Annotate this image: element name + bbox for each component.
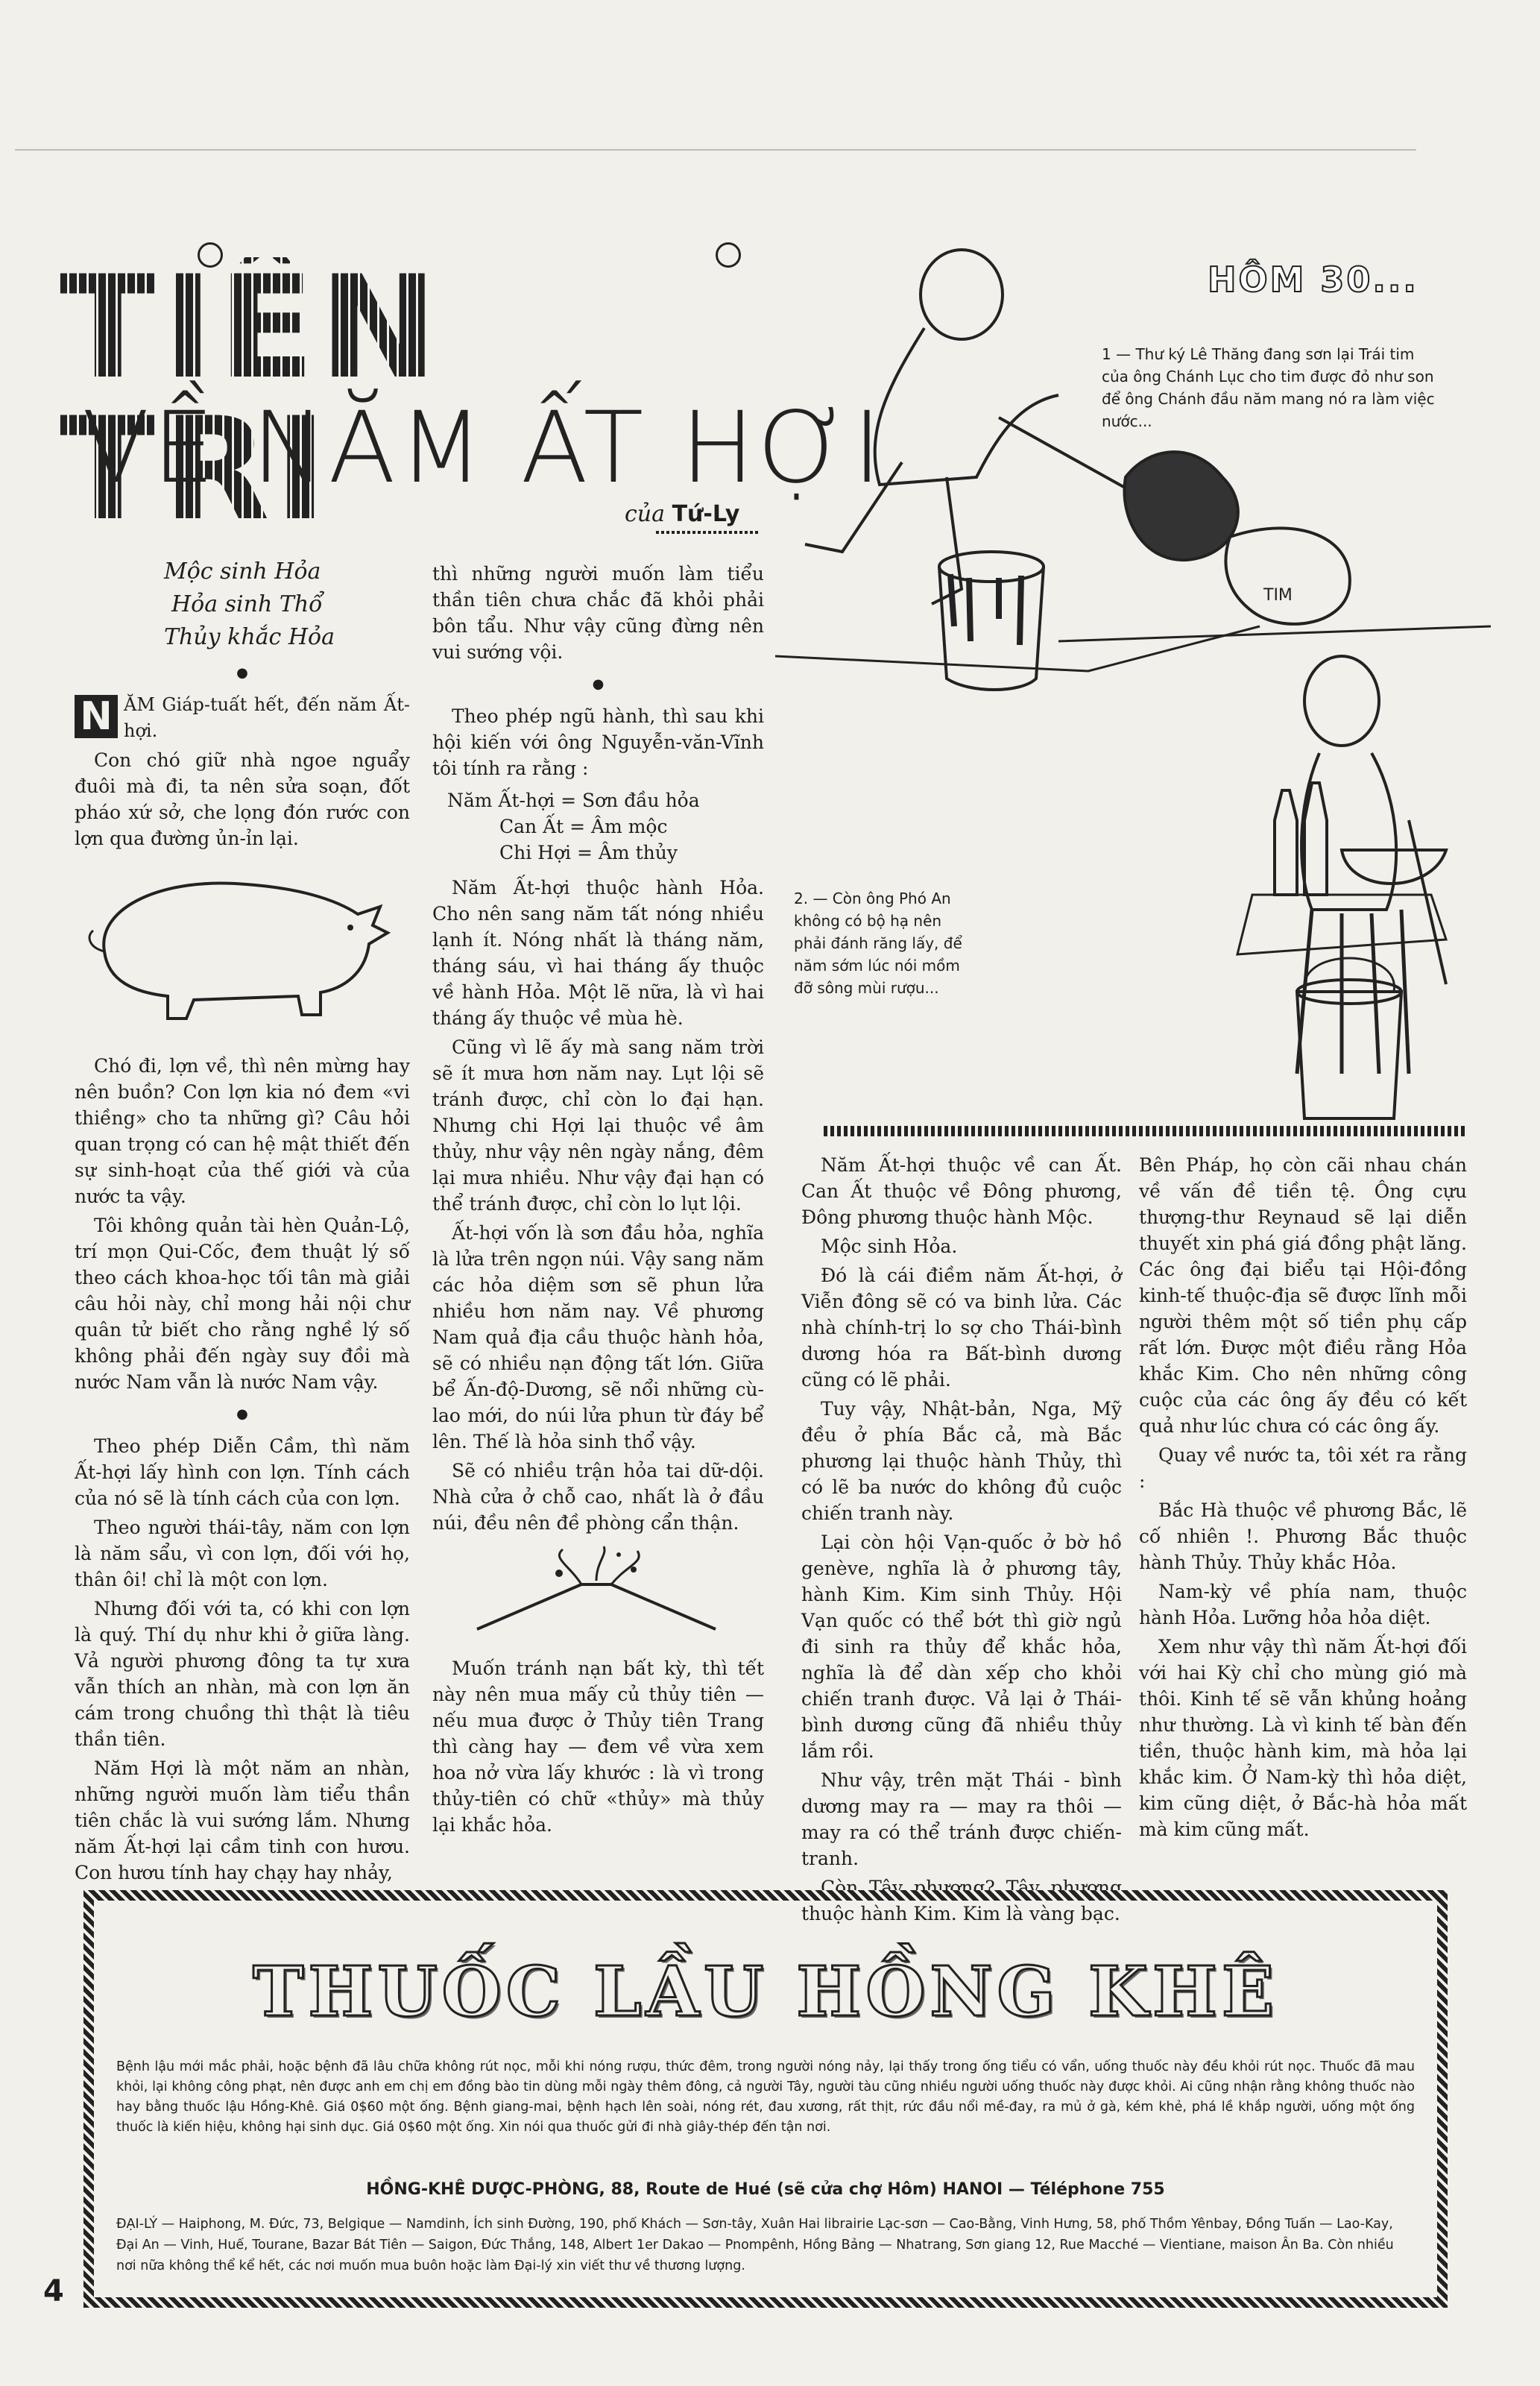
intro-paragraph	[75, 692, 410, 744]
pig-illustration-icon	[75, 862, 410, 1033]
byline	[625, 501, 739, 527]
ad-company: HỒNG-KHÊ DƯỢC-PHÒNG, 88, Route de Hué (sẽ cửa chợ Hôm) HANOI — Téléphone 755	[366, 2180, 1165, 2199]
col4-p1: Bên Pháp, họ còn cãi nhau chán về vấn đề tiền tệ. Ông cựu thượng-thư Reynaud sẽ lại diễn thuyết xin phá giá đồng phật lăng. Các ông đại biểu tại Hội-đồng kinh-tế thuộc-địa sẽ được lĩnh mỗi người thêm một số tiền phụ cấp rất lớn. Được một điều rằng Hỏa khắc Kim. Cho nên những công cuộc của các ông ấy đều có kết quả như lúc chưa có các ông ấy.	[1139, 1154, 1467, 1437]
heart-label: TIM	[1263, 586, 1293, 605]
col3-p3: Đó là cái điềm năm Ất-hợi, ở Viễn đông sẽ có va binh lửa. Các nhà chính-trị lo sợ cho Thái-bình dương hóa ra Bất-bình dương cũng có lẽ phải.	[801, 1265, 1122, 1391]
headline-sub: VỀ NĂM ẤT HỢI	[82, 391, 885, 506]
intro-text: ĂM Giáp-tuất hết, đến năm Ất-hợi.	[124, 694, 410, 741]
ad-body: Bệnh lậu mới mắc phải, hoặc bệnh đã lâu chữa không rút nọc, mỗi khi nóng rượu, thức đêm, trong người nóng nảy, lại thấy trong ống tiểu có vẩn, uống thuốc này đều khỏi rút nọc. Thuốc đã mau khỏi, lại không công phạt, nên được anh em chị em đồng bào tin dùng mỗi ngày thêm đông, cả người Tây, người tàu cũng nhiều người uống thuốc này được khỏi. Ai cũng nhận rằng không thuốc nào hay bằng thuốc lậu Hồng-Khê. Giá 0$60 một ống. Bệnh giang-mai, bệnh hạch lên soài, nóng rét, đau xương, rất thịt, rức đầu nổi mề-đay, ra mủ ở gà, kém khẻ, phá lề khắp người, uống một ống thuốc là kiến hiệu, không hại sinh dục. Giá 0$60 một ống. Xin nói qua thuốc gửi đi nhà giây-thép đến tận nơi.	[116, 2059, 1415, 2135]
col2-p7: Muốn tránh nạn bất kỳ, thì tết này nên mua mấy củ thủy tiên — nếu mua được ở Thủy tiên Trang thì càng hay — đem về vừa xem hoa nở vừa lấy khước : là vì trong thủy-tiên có chữ «thủy» mà thủy lại khắc hỏa.	[432, 1658, 764, 1836]
col4-p2: Quay về nước ta, tôi xét ra rằng :	[1139, 1444, 1467, 1492]
ad-agents: ĐẠI-LÝ — Haiphong, M. Đức, 73, Belgique — Namdinh, Ích sinh Đường, 190, phố Khách — Sơn-tây, Xuân Hai librairie Lạc-sơn — Cao-Bằng, Vinh Hưng, 58, phố Thồm Yênbay, Đồng Tuấn — Lao-Kay, Đại An — Vinh, Huế, Tourane, Bazar Bát Tiên — Saigon, Đức Thắng, 148, Albert 1er Dakao — Pnompênh, Hồng Bảng — Nhatrang, Sơn giang 12, Rue Macché — Vientiane, maison Ân Ba. Còn nhiều nơi nữa không thể kể hết, các nơi muốn mua buôn hoặc làm Đại-lý xin viết thư về thương lượng.	[116, 2217, 1394, 2273]
col1-p3: Tôi không quản tài hèn Quản-Lộ, trí mọn Qui-Cốc, đem thuật lý số theo cách khoa-học tối tân mà giải câu hỏi này, chỉ mong hải nội chư quân tử biết cho rằng nghề lý số không phải đến ngày suy đồi mà nước Nam vẫn là nước Nam vậy.	[75, 1215, 410, 1393]
cartoon-caption-2: 2. — Còn ông Phó An không có bộ hạ nên phải đánh răng lấy, để năm sớm lúc nói mồm đỡ sông mùi rượu...	[794, 890, 962, 997]
col4-p4: Nam-kỳ về phía nam, thuộc hành Hỏa. Lưỡng hỏa hỏa diệt.	[1139, 1581, 1467, 1628]
verse	[164, 555, 410, 654]
col1-p5: Theo người thái-tây, năm con lợn là năm sẩu, vì con lợn, đối với họ, thân ôi! chỉ là một con lợn.	[75, 1517, 410, 1590]
col3-p7: Còn Tây phương? Tây phương thuộc hành Kim. Kim là vàng bạc.	[801, 1877, 1122, 1924]
col3-p6: Như vậy, trên mặt Thái - bình dương may ra — may ra thôi — may ra có thể tránh được chiến-tranh.	[801, 1769, 1122, 1869]
section-separator	[824, 1126, 1465, 1136]
ornament-dot-3: ●	[592, 676, 605, 692]
col4-p5: Xem như vậy thì năm Ất-hợi đối với hai Kỳ chỉ cho mùng gió mà thôi. Kinh tế sẽ vẫn khủng hoảng như thường. Là vì kinh tế bàn đến tiền, thuộc hành kim, mà hỏa lại khắc kim. Ở Nam-kỳ thì hỏa diệt, kim cũng diệt, ở Bắc-hà hỏa mất mà kim cũng mất.	[1139, 1636, 1467, 1840]
col1-p7: Năm Hợi là một năm an nhàn, những người muốn làm tiểu thần tiên chắc là vui sướng lắm. Nhưng năm Ất-hợi lại cầm tinh con hươu. Con hươu tính hay chạy hay nhảy,	[75, 1757, 410, 1883]
byline-underline	[656, 531, 760, 534]
col1-p4: Theo phép Diễn Cầm, thì năm Ất-hợi lấy hình con lợn. Tính cách của nó sẽ là tính cách của con lợn.	[75, 1435, 410, 1509]
cartoon-heading: HÔM 30...	[1208, 259, 1418, 300]
col2-p1: thì những người muốn làm tiểu thần tiên chưa chắc đã khỏi phải bôn tẩu. Như vậy cũng đừng nên vui sướng vội.	[432, 563, 764, 663]
volcano-icon	[432, 1543, 764, 1640]
column-1	[75, 555, 410, 1889]
equation-1: Năm Ất-hợi = Sơn đầu hỏa	[447, 790, 700, 811]
column-2	[432, 561, 764, 1841]
column-3	[801, 1152, 1122, 1930]
byline-author: Tứ-Ly	[672, 501, 740, 527]
col3-p5: Lại còn hội Vạn-quốc ở bờ hồ genève, nghĩa là ở phương tây, hành Kim. Kim sinh Thủy. Hội Vạn quốc có thể bớt thì giờ ngủ đi sinh ra thủy để khắc hỏa, nghĩa là để dàn xếp cho khỏi chiến tranh được. Vả lại ở Thái-bình dương cũng đã nhiều thủy lắm rồi.	[801, 1532, 1122, 1762]
col3-p2: Mộc sinh Hỏa.	[821, 1236, 958, 1257]
cartoon-caption-1: 1 — Thư ký Lê Thăng đang sơn lại Trái tim của ông Chánh Lục cho tim được đỏ như son để ông Chánh đầu năm mang nó ra làm việc nước...	[1102, 345, 1435, 430]
col2-p3: Năm Ất-hợi thuộc hành Hỏa. Cho nên sang năm tất nóng nhiều lạnh ít. Nóng nhất là tháng năm, tháng sáu, vì hai tháng ấy thuộc về hành Hỏa. Một lẽ nữa, là vì hai tháng ấy thuộc về mùa hè.	[432, 877, 764, 1029]
col1-p1: Con chó giữ nhà ngoe nguẩy đuôi mà đi, ta nên sửa soạn, đốt pháo xứ sở, che lọng đón rước con lợn qua đường ủn-ỉn lại.	[75, 749, 410, 849]
verse-line-3: Thủy khắc Hỏa	[164, 624, 335, 650]
col2-p5: Ất-hợi vốn là sơn đầu hỏa, nghĩa là lửa trên ngọn núi. Vậy sang năm các hỏa diệm sơn sẽ phun lửa nhiều hơn năm nay. Về phương Nam quả địa cầu thuộc hành hỏa, sẽ có nhiều nạn động tất lớn. Giữa bể Ấn-độ-Dương, sẽ nổi những cù-lao mới, do núi lửa phun từ đáy bể lên. Thế là hỏa sinh thổ vậy.	[432, 1222, 764, 1452]
ornament-dot-2: ●	[236, 1406, 248, 1422]
col3-p4: Tuy vậy, Nhật-bản, Nga, Mỹ đều ở phía Bắc cả, mà Bắc phương lại thuộc hành Thủy, thì có lẽ ba nước do không đủ cuộc chiến tranh này.	[801, 1398, 1122, 1524]
equation-3: Chi Hợi = Âm thủy	[499, 842, 678, 863]
column-4	[1139, 1152, 1467, 1845]
page-number: 4	[43, 2274, 64, 2308]
advertisement	[83, 1890, 1448, 2308]
col3-p1: Năm Ất-hợi thuộc về can Ất. Can Ất thuộc về Đông phương, Đông phương thuộc hành Mộc.	[801, 1154, 1122, 1228]
col1-p2: Chó đi, lợn về, thì nên mừng hay nên buồn? Con lợn kia nó đem «vi thiềng» cho ta những gì? Câu hỏi quan trọng có can hệ mật thiết đến sự sinh-hoạt của thế giới và của nước ta vậy.	[75, 1055, 410, 1207]
col4-p3: Bắc Hà thuộc về phương Bắc, lẽ cố nhiên !. Phương Bắc thuộc hành Thủy. Thủy khắc Hỏa.	[1139, 1499, 1467, 1573]
verse-line-1: Mộc sinh Hỏa	[164, 558, 321, 585]
drop-cap: N	[75, 695, 118, 738]
equations	[447, 787, 764, 866]
headline-ring-2	[716, 242, 741, 268]
equation-2: Can Ất = Âm mộc	[499, 816, 668, 837]
byline-prefix: của	[625, 501, 666, 527]
headline-rings	[198, 242, 223, 268]
col2-p2: Theo phép ngũ hành, thì sau khi hội kiến với ông Nguyễn-văn-Vĩnh tôi tính ra rằng :	[432, 705, 764, 779]
verse-line-2: Hỏa sinh Thổ	[171, 591, 323, 617]
ad-title: THUỐC LẦU HỒNG KHÊ	[252, 1951, 1279, 2032]
col2-p6: Sẽ có nhiều trận hỏa tai dữ-dội. Nhà cửa ở chỗ cao, nhất là ở đầu núi, đều nên đề phòng cẩn thận.	[432, 1460, 764, 1534]
top-rule	[15, 149, 1416, 151]
col1-p6: Nhưng đối với ta, có khi con lợn là quý. Thí dụ như khi ở giữa làng. Vả người phương đông ta tự xưa vẫn thích an nhàn, mà con lợn ăn cám trong chuồng thì thật là tiêu thần tiên.	[75, 1598, 410, 1750]
col2-p4: Cũng vì lẽ ấy mà sang năm trời sẽ ít mưa hơn năm nay. Lụt lội sẽ tránh được, chỉ còn lo đại hạn. Nhưng chi Hợi lại thuộc về âm thủy, như vậy nên ngày nắng, đêm lại mưa nhiều. Như vậy đại hạn có thể tránh được, chỉ còn lo lụt lội.	[432, 1036, 764, 1215]
headline-main: TIÊN TRI	[60, 257, 760, 541]
ornament-dot: ●	[236, 665, 248, 681]
